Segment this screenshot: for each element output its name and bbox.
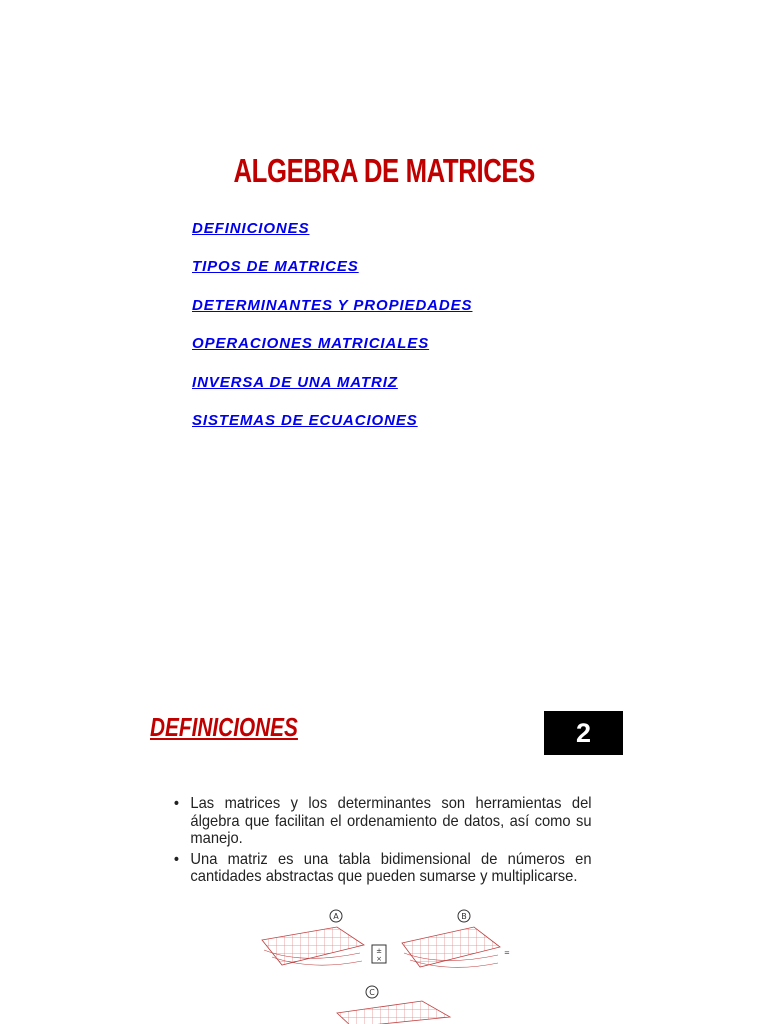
operator-icon (372, 945, 386, 963)
table-of-contents (192, 220, 472, 450)
figure-label-a: A (333, 912, 339, 921)
figure-label-b: B (461, 912, 467, 921)
grid-surface-c (337, 986, 450, 1024)
toc-link-operaciones[interactable]: OPERACIONES MATRICIALES (192, 335, 430, 353)
grid-surface-a (262, 910, 364, 965)
toc-item (192, 412, 472, 450)
svg-text:±: ± (376, 947, 382, 955)
toc-item (192, 258, 472, 296)
bullet-item: • Las matrices y los determinantes son herramientas del álgebra que facilitan el ordenamiento de datos, así como su manejo. (172, 795, 592, 848)
toc-item (192, 335, 472, 373)
toc-link-tipos-de-matrices[interactable]: TIPOS DE MATRICES (192, 258, 359, 276)
toc-item (192, 374, 472, 412)
toc-link-inversa[interactable]: INVERSA DE UNA MATRIZ (192, 373, 398, 391)
svg-text:=: = (504, 949, 510, 957)
toc-link-definiciones[interactable]: DEFINICIONES (192, 220, 310, 237)
toc-item (192, 297, 472, 335)
toc-link-determinantes[interactable]: DETERMINANTES Y PROPIEDADES (192, 296, 473, 314)
matrix-grid-figure (252, 905, 542, 1024)
section-title: DEFINICIONES (150, 712, 298, 742)
toc-link-sistemas[interactable]: SISTEMAS DE ECUACIONES (192, 411, 418, 429)
toc-item (192, 220, 472, 258)
page-number-badge: 2 (544, 711, 623, 755)
page-title: ALGEBRA DE MATRICES (233, 152, 535, 189)
svg-text:×: × (376, 955, 382, 963)
definition-bullets (172, 795, 594, 889)
grid-surface-b (402, 910, 510, 967)
figure-label-c: C (369, 988, 375, 997)
bullet-item: • Una matriz es una tabla bidimensional de números en cantidades abstractas que pueden sumarse y multiplicarse. (172, 851, 592, 886)
